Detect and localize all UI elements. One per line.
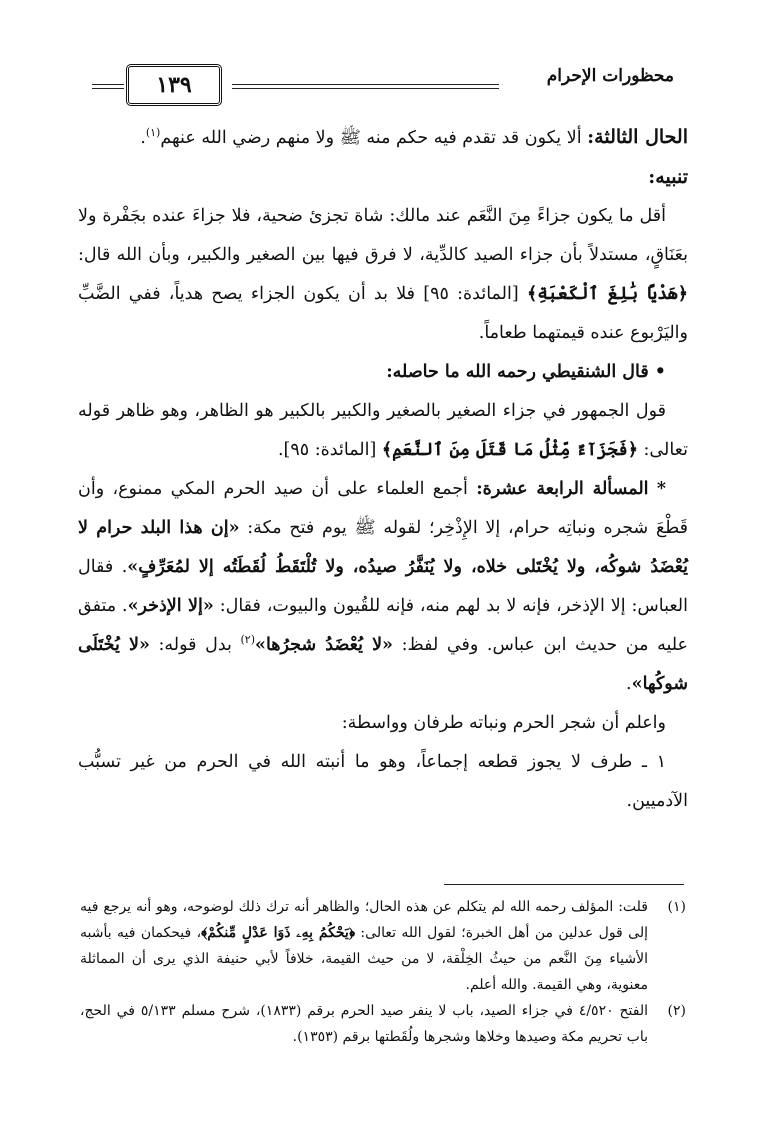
list-item-one: ١ ـ طرف لا يجوز قطعه إجماعاً، وهو ما أنبته الله في الحرم من غير تسبُّب الآدميين. <box>78 752 688 811</box>
footnote-text-part: قلت: المؤلف رحمه الله لم يتكلم عن هذه الحال؛ والظاهر أنه ترك ذلك لوضوحه، وهو أنه يرجع فيه إلى قول عدلين من أهل الخبرة؛ لقول الله تعالى: <box>80 899 648 941</box>
salutation: ﷺ <box>339 128 361 148</box>
header-rule-left <box>92 84 124 85</box>
footnotes <box>80 894 686 1050</box>
know-paragraph: واعلم أن شجر الحرم ونباته طرفان وواسطة: <box>341 713 666 733</box>
page-number: ١٣٩ <box>126 64 222 106</box>
hadith-quote: «إن هذا البلد حرام لا يُعْضَدُ شوكُه، ولا يُخْتَلى خلاه، ولا يُنَفَّرُ صيدُه، ولا تُلْتَقَطُ لُقَطَتُه إلا لمُعَرِّفٍ» <box>78 518 689 577</box>
running-title: محظورات الإحرام <box>546 66 674 86</box>
page-header <box>92 58 674 108</box>
period: . <box>626 674 632 694</box>
issue-text-4: بدل قوله: <box>149 635 241 655</box>
case-three-text: ألا يكون قد تقدم فيه حكم منه <box>366 128 582 148</box>
shinqiti-paragraph <box>78 392 688 470</box>
case-three-text-end: ولا منهم <box>275 128 335 148</box>
footnote-1 <box>80 894 686 998</box>
hadith-quote: «لا يُخْتَلَى شوكُها» <box>78 635 688 694</box>
period: . <box>140 128 146 148</box>
hadith-quote: «إلا الإذخر» <box>127 596 214 616</box>
hadith-quote: «لا يُعْضَدُ شجرُها» <box>255 635 393 655</box>
shinqiti-text: قول الجمهور في جزاء الصغير بالصغير والكبير بالكبير هو الظاهر، وهو ظاهر قوله تعالى: <box>78 401 688 460</box>
verse-reference: [المائدة: ٩٥]. <box>277 440 377 460</box>
quran-verse: ﴿فَجَزَآءٌ مِّثْلُ مَا قَتَلَ مِنَ ٱلنَّعَمِ﴾ <box>381 440 638 460</box>
footnote-text: الفتح ٤/٥٢٠ في جزاء الصيد، باب لا ينفر صيد الحرم برقم (١٨٣٣)، شرح مسلم ٥/١٣٣ في الحج، باب تحريم مكة وصيدها وخلاها وشجرها ولُقَطتها برقم (١٣٥٣). <box>80 1003 649 1045</box>
header-rule <box>232 88 499 89</box>
issue-text-1: أجمع العلماء على أن صيد الحرم المكي ممنوع، وأن قَطْعَ شجره ونباتِه حرام، إلا الإِذْخِر؛ لقوله ﷺ يوم فتح مكة: <box>78 479 688 538</box>
footnote-ref-2[interactable]: (٢) <box>240 633 256 647</box>
header-rule-left <box>92 88 124 89</box>
main-text <box>78 118 688 821</box>
note-heading: تنبيه: <box>648 166 688 188</box>
issue-fourteen-paragraph <box>78 470 688 704</box>
issue-text-3: . متفق عليه من حديث ابن عباس. وفي لفظ: <box>78 596 688 655</box>
footnote-ref-1[interactable]: (١) <box>145 126 161 140</box>
footnote-2 <box>80 998 686 1050</box>
footnote-text-part: ، فيحكمان فيه بأشبه الأشياء مِنَ النَّعم من حيثُ الخِلْقة، لا من حيث القيمة، خلافاً لأبي حنيفة الذي يرى أن المماثلة معنوية، وهي القيمة. والله أعلم. <box>80 925 648 993</box>
footnote-number: (١) <box>667 899 686 915</box>
header-rule <box>232 84 499 85</box>
star-marker: * <box>656 479 666 499</box>
verse-reference: [المائدة: ٩٥] <box>423 284 519 304</box>
radiya-honorific: رضي الله عنهم <box>160 128 271 148</box>
footnote-number: (٢) <box>667 1003 686 1019</box>
issue-text-2: . فقال العباس: إلا الإذخر، فإنه لا بد لهم منه، فإنه للقُيون والبيوت، فقال: <box>78 557 688 616</box>
quran-verse: ﴿هَدْيًا بَٰلِغَ ٱلْكَعْبَةِ﴾ <box>526 284 688 304</box>
note-paragraph <box>78 197 688 353</box>
shinqiti-heading: • قال الشنقيطي رحمه الله ما حاصله: <box>386 362 666 382</box>
case-three-paragraph <box>78 118 688 158</box>
footnote-separator <box>444 884 684 885</box>
case-three-label: الحال الثالثة: <box>587 126 688 148</box>
footnote-text <box>80 894 648 998</box>
note-text-1: أقل ما يكون جزاءً مِنَ النَّعَم عند مالك: شاة تجزئ ضحية، فلا جزاءَ عنده بجَفْرة ولا بعَنَاقٍ، مستدلاً بأن جزاء الصيد كالدِّية، لا فرق فيها بين الصغير والكبير، وبأن الله قال: <box>78 206 688 265</box>
quran-verse: ﴿يَحْكُمُ بِهِۦ ذَوَا عَدْلٍ مِّنكُمْ﴾ <box>201 925 356 941</box>
note-text-2: فلا بد أن يكون الجزاء يصح هدياً، ففي الضَّبِّ واليَرْبوع عنده قيمتهما طعاماً. <box>78 284 688 343</box>
issue-fourteen-label: المسألة الرابعة عشرة: <box>476 479 649 499</box>
